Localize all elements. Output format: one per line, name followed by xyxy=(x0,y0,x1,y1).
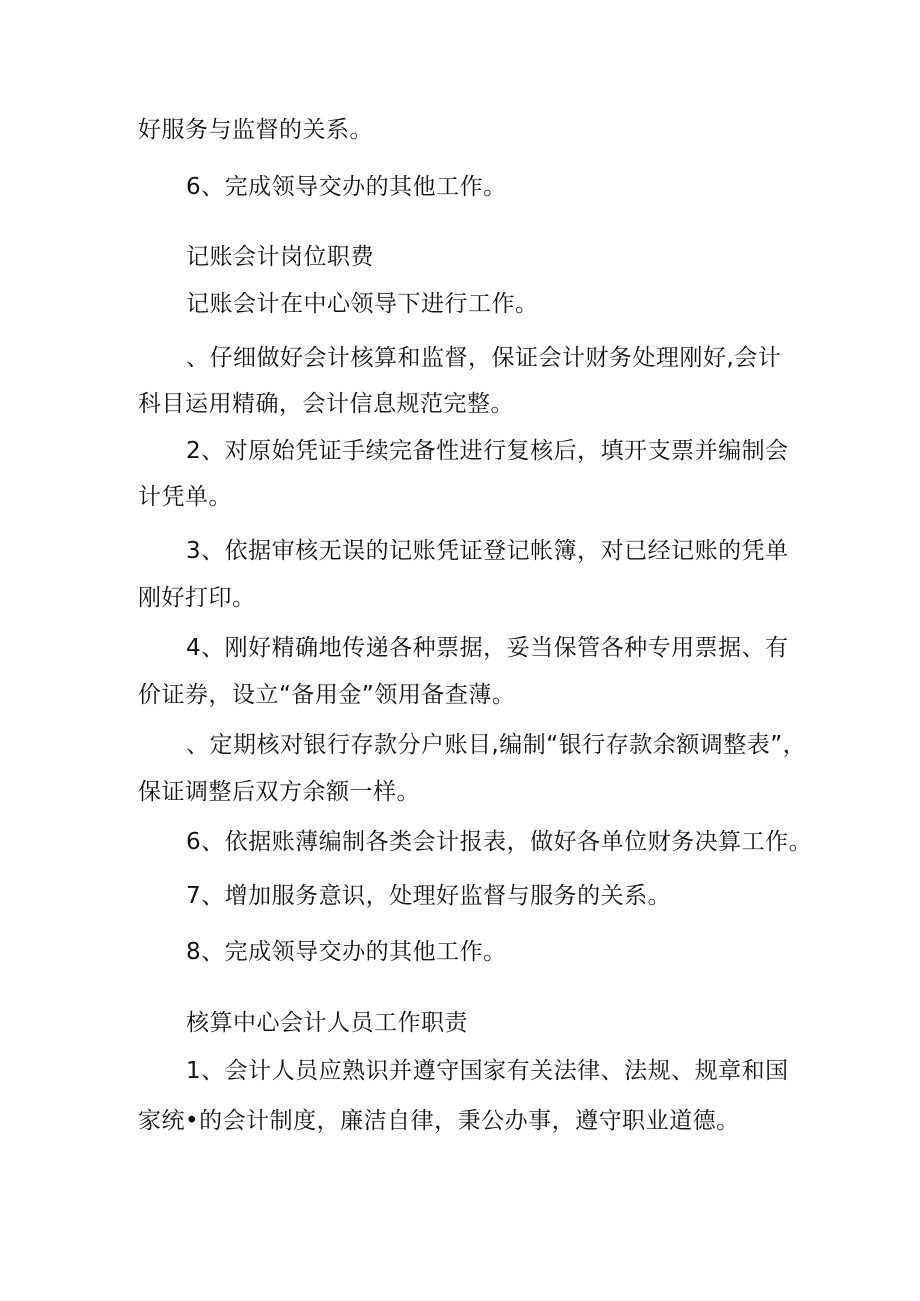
list-item: 、仔细做好会计核算和监督，保证会计财务处理刚好,会计 xyxy=(186,345,782,371)
section-heading: 核算中心会计人员工作职责 xyxy=(186,1010,468,1036)
list-item: 6、依据账薄编制各类会计报表，做好各单位财务决算工作。 xyxy=(186,829,813,855)
paragraph-line: 好服务与监督的关系。 xyxy=(138,117,373,143)
list-item-continuation: 家统•的会计制度，廉洁自律，秉公办事，遵守职业道德。 xyxy=(138,1108,740,1134)
list-item: 8、完成领导交办的其他工作。 xyxy=(186,939,507,965)
section-heading: 记账会计岗位职费 xyxy=(186,244,374,270)
list-item: 1、会计人员应熟识并遵守国家有关法律、法规、规章和国 xyxy=(186,1058,789,1084)
list-item: 7、增加服务意识，处理好监督与服务的关系。 xyxy=(186,883,672,909)
paragraph-line: 记账会计在中心领导下进行工作。 xyxy=(186,291,539,317)
list-item: 3、依据审核无误的记账凭证登记帐簿，对已经记账的凭单 xyxy=(186,538,789,564)
list-item: 2、对原始凭证手续完备性进行复核后，填开支票并编制会 xyxy=(186,438,789,464)
list-item-continuation: 科目运用精确，会计信息规范完整。 xyxy=(138,391,514,417)
list-item: 4、刚好精确地传递各种票据，妥当保管各种专用票据、有 xyxy=(186,635,789,661)
list-item-continuation: 价证券，设立“备用金”领用备查薄。 xyxy=(138,682,516,708)
list-item-continuation: 刚好打印。 xyxy=(138,585,256,611)
list-item-continuation: 保证调整后双方余额一样。 xyxy=(138,779,420,805)
list-item-continuation: 计凭单。 xyxy=(138,484,232,510)
list-item: 6、完成领导交办的其他工作。 xyxy=(186,174,507,200)
list-item: 、定期核对银行存款分户账目,编制“银行存款余额调整表”， xyxy=(186,732,807,758)
